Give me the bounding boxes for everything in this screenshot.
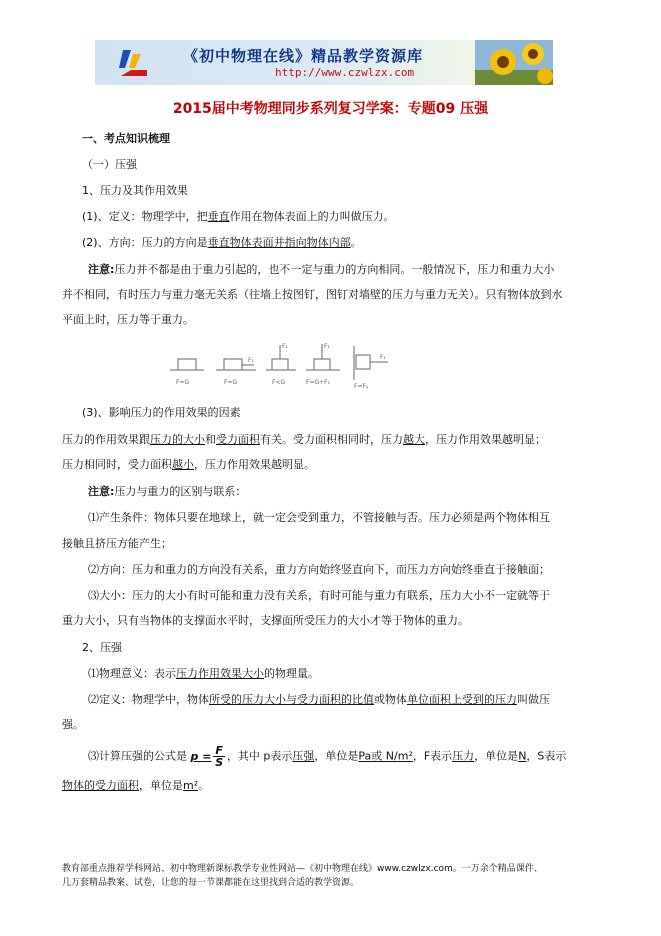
figure-label: F₁: [324, 343, 330, 350]
definition-line: ⑵定义：物理学中，物体所受的压力大小与受力面积的比值或物体单位面积上受到的压力叫做压: [88, 693, 550, 706]
figure-label: F<G: [272, 379, 286, 386]
topic-heading: 2、压强: [82, 641, 122, 654]
figure-label: F₁: [380, 354, 386, 361]
figure-label: F₁: [282, 343, 288, 350]
point-line: ⑵方向：压力和重力的方向没有关系，重力方向始终竖直向下，而压力方向始终垂直于接触面；: [88, 563, 550, 576]
note-heading: 注意:压力与重力的区别与联系：: [88, 485, 247, 498]
definition-line-end: 强。: [62, 718, 84, 731]
page-footer: [62, 862, 543, 890]
point-line: ⑶大小：压力的大小有时可能和重力没有关系，有时可能与重力有联系，压力大小不一定就等于: [88, 589, 550, 602]
figure-label: F=G: [176, 379, 190, 386]
figure-label: F₁: [248, 357, 254, 364]
formula-line-end: 物体的受力面积，单位是m²。: [62, 779, 210, 792]
point-line: ⑴产生条件：物体只要在地球上，就一定会受到重力，不管接触与否。压力必须是两个物体相互: [88, 511, 550, 524]
banner-title: 《初中物理在线》精品教学资源库: [183, 47, 424, 65]
note-paragraph: 注意:压力并不都是由于重力引起的，也不一定与重力的方向相同。一般情况下，压力和重力大小: [88, 263, 555, 276]
topic-line: (3)、影响压力的作用效果的因素: [82, 406, 241, 419]
section-heading: 一、考点知识梳理: [82, 132, 170, 145]
figure-label: F=G: [224, 379, 238, 386]
effect-paragraph: 压力的作用效果跟压力的大小和受力面积有关。受力面积相同时，压力越大，压力作用效果越明显；: [62, 433, 546, 446]
pressure-diagram: [168, 340, 390, 390]
header-banner: [95, 40, 553, 85]
footer-line: 几万套精品教案、试卷，让您的每一节课都能在这里找到合适的教学资源。: [62, 878, 360, 888]
formula: p = $\frac{F}{S}$: [190, 744, 224, 769]
point-line: 重力大小，只有当物体的支撑面水平时，支撑面所受压力的大小才等于物体的重力。: [62, 614, 469, 627]
figure-label: F=F₁: [354, 383, 369, 390]
subsection-heading: （一）压强: [82, 158, 137, 171]
point-line: 接触且挤压方能产生；: [62, 537, 172, 550]
formula-line: ⑶计算压强的公式是 p = $\frac{F}{S}$ ，其中 p表示压强，单位是Pa或 N/m²，F表示压力，单位是N，S表示: [88, 744, 567, 769]
direction-line: (2)、方向：压力的方向是垂直物体表面并指向物体内部。: [82, 236, 362, 249]
note-paragraph-line: 并不相同，有时压力与重力毫无关系（往墙上按图钉，图钉对墙壁的压力与重力无关）。只有物体放到水: [62, 288, 563, 301]
definition-line: (1)、定义：物理学中，把垂直作用在物体表面上的力叫做压力。: [82, 210, 395, 223]
banner-url[interactable]: http://www.czwlzx.com: [275, 66, 415, 79]
effect-paragraph-line: 压力相同时，受力面积越小，压力作用效果越明显。: [62, 458, 315, 471]
topic-heading: 1、压力及其作用效果: [82, 184, 188, 197]
footer-line: 教育部重点推荐学科网站、初中物理新课标教学专业性网站—《初中物理在线》www.czwlzx.com。一万余个精品课件、: [62, 864, 543, 874]
site-logo-icon: [117, 46, 151, 78]
sunflower-icon: [475, 40, 553, 85]
note-paragraph-line: 平面上时，压力等于重力。: [62, 313, 194, 326]
meaning-line: ⑴物理意义：表示压力作用效果大小的物理量。: [88, 667, 319, 680]
figure-label: F=G+F₁: [306, 379, 331, 386]
document-title: 2015届中考物理同步系列复习学案：专题09 压强: [172, 101, 489, 117]
